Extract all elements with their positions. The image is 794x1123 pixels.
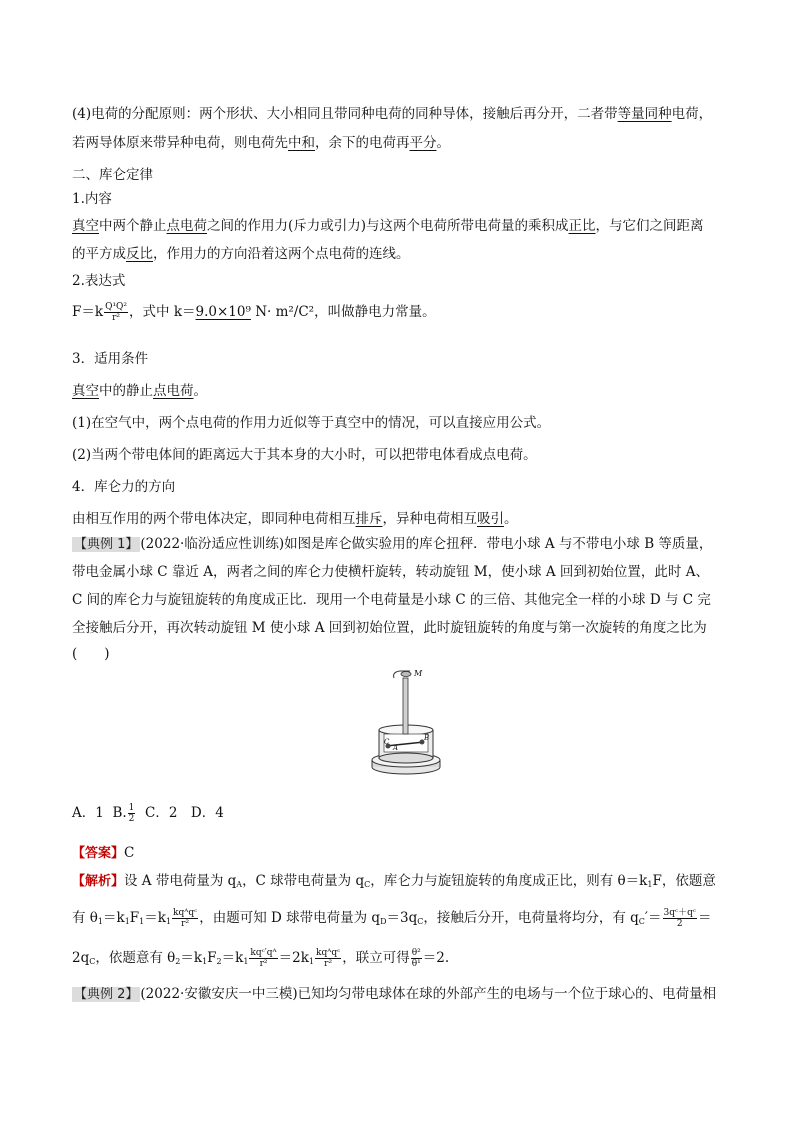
text: (4)电荷的分配原则：两个形状、大小相同且带同种电荷的同种导体，接触后再分开，二者带 <box>72 106 618 122</box>
example-tag: 【典例 2】 <box>74 987 139 1002</box>
denominator: θ¹ <box>411 959 421 969</box>
subscript: 1 <box>243 957 249 966</box>
heading-expression: 2.表达式 <box>72 273 126 289</box>
subscript: 1 <box>647 880 653 889</box>
text: 中两个静止 <box>99 218 167 234</box>
text: ＝3q <box>386 910 418 926</box>
subscript: 1 <box>139 917 145 926</box>
numerator: kqᴬqᶜ <box>316 948 341 958</box>
fraction <box>249 948 277 969</box>
figure-label-m: M <box>414 669 423 678</box>
subscript: C <box>89 957 96 966</box>
text: ，式中 k＝ <box>129 304 196 320</box>
text: ，依题意有 θ <box>95 950 176 966</box>
underlined-answer: 点电荷 <box>153 383 194 399</box>
rule-4-line-1 <box>72 105 712 123</box>
text: ，联立可得 <box>342 950 410 966</box>
example-1-line-1 <box>72 535 712 554</box>
subscript: C <box>364 880 371 889</box>
text: F＝k <box>72 304 104 320</box>
analysis-line-1 <box>72 872 716 894</box>
torsion-balance-figure <box>366 664 446 782</box>
rule-4-line-2 <box>72 134 450 152</box>
options-line <box>72 803 224 824</box>
denominator: 2 <box>676 919 683 929</box>
fraction <box>104 302 128 323</box>
denominator: r² <box>112 313 121 323</box>
numerator: 1 <box>128 803 135 813</box>
fraction <box>172 908 198 929</box>
subscript: 1 <box>124 917 130 926</box>
text: ＝k <box>180 950 203 966</box>
options-c-d: C．2 D．4 <box>144 805 224 821</box>
direction-line <box>72 510 518 528</box>
text: ＝k <box>103 910 125 926</box>
text: (2022·安徽安庆一中三模)已知均匀带电球体在球的外部产生的电场与一个位于球心的、电荷量相 <box>140 986 717 1002</box>
numerator: θ² <box>411 948 421 958</box>
example-1-line-4: 全接触后分开，再次转动旋钮 M 使小球 A 回到初始位置，此时旋钮旋转的角度与第一次旋转的角度之比为 <box>72 620 707 636</box>
fraction <box>315 948 341 969</box>
text: 之间的作用力(斥力或引力)与这两个电荷所带电荷量的乘积成 <box>207 218 569 234</box>
text: 。 <box>436 135 450 151</box>
option-a: A．1 <box>72 805 104 821</box>
text: ＝k <box>221 950 244 966</box>
text: 的平方成 <box>72 246 126 262</box>
underlined-answer: 反比 <box>126 246 153 262</box>
heading-direction: 4．库仑力的方向 <box>72 479 176 495</box>
text: (2022·临汾适应性训练)如图是库仑做实验用的库仑扭秤．带电小球 A 与不带电小球 B 等质量， <box>140 536 713 552</box>
underlined-answer: 排斥 <box>355 511 383 527</box>
text: ，接触后分开，电荷量将均分，有 q <box>423 910 639 926</box>
subscript: C <box>417 917 424 926</box>
denominator: r² <box>181 919 190 929</box>
text: 设 A 带电荷量为 q <box>124 873 237 889</box>
underlined-answer: 9.0×10⁹ <box>195 304 251 320</box>
text: 。 <box>504 511 518 527</box>
underlined-answer: 正比 <box>568 218 596 234</box>
subscript: 1 <box>202 957 208 966</box>
answer-tag: 【答案】 <box>72 846 125 861</box>
text: 有 θ <box>72 910 98 926</box>
denominator: r² <box>324 959 333 969</box>
text: ，作用力的方向沿着这两个点电荷的连线。 <box>153 246 410 262</box>
subscript: 1 <box>308 957 315 966</box>
example-1-line-3: C 间的库仑力与旋钮旋转的角度成正比．现用一个电荷量是小球 C 的三倍、其他完全一样的小球 D 与 C 完 <box>72 592 711 608</box>
underlined-answer: 中和 <box>288 135 315 151</box>
subscript: A <box>236 880 243 889</box>
subscript: 1 <box>165 917 172 926</box>
text: F，依题意 <box>652 873 716 889</box>
example-2-line-1 <box>72 985 716 1004</box>
heading-content: 1.内容 <box>72 191 112 207</box>
fraction <box>663 908 697 929</box>
fraction <box>128 803 136 824</box>
example-tag: 【典例 1】 <box>74 537 139 552</box>
text: 。 <box>193 383 207 399</box>
subscript: D <box>380 917 387 926</box>
answer-line <box>72 844 134 863</box>
text: ＝ <box>697 910 712 926</box>
text: ，C 球带电荷量为 q <box>242 873 365 889</box>
condition-2: (2)当两个带电体间的距离远大于其本身的大小时，可以把带电体看成点电荷。 <box>72 447 537 463</box>
underlined-answer: 真空 <box>72 383 99 399</box>
example-1-line-2: 带电金属小球 C 靠近 A，两者之间的库仑力使横杆旋转，转动旋钮 M，使小球 A 回到初始位置，此时 A、 <box>72 564 709 580</box>
answer-value: C <box>124 845 135 861</box>
option-b: B. <box>112 805 127 821</box>
text: 2q <box>72 950 90 966</box>
fraction <box>411 948 422 969</box>
text: ，异种电荷相互 <box>382 511 477 527</box>
denominator: 2 <box>128 814 135 824</box>
figure-label-c: C <box>384 738 390 746</box>
content-line-2 <box>72 245 410 263</box>
text: N· m²/C²，叫做静电力常量。 <box>250 304 436 320</box>
heading-conditions: 3．适用条件 <box>72 351 149 367</box>
text: ，由题可知 D 球带电荷量为 q <box>199 910 381 926</box>
numerator: kqᴬqᶜ <box>173 908 198 918</box>
subscript: 2 <box>175 957 181 966</box>
text: F <box>129 910 140 926</box>
analysis-tag: 【解析】 <box>72 874 125 889</box>
text: ，与它们之间距离 <box>595 218 704 234</box>
text: ′＝ <box>644 910 662 926</box>
numerator: Q¹Q² <box>105 302 128 312</box>
text: 若两导体原来带异种电荷，则电荷先 <box>72 135 288 151</box>
text: 电荷， <box>671 106 713 122</box>
condition-1: (1)在空气中，两个点电荷的作用力近似等于真空中的情况，可以直接应用公式。 <box>72 415 551 431</box>
coulomb-formula <box>72 302 436 323</box>
text: ＝2k <box>278 950 309 966</box>
text: 由相互作用的两个带电体决定，即同种电荷相互 <box>72 511 356 527</box>
text: ＝k <box>144 910 166 926</box>
text: F <box>207 950 217 966</box>
subscript: 1 <box>97 917 104 926</box>
conditions-line <box>72 382 207 400</box>
text: ，库仑力与旋钮旋转的角度成正比，则有 θ＝k <box>370 873 648 889</box>
text: ，余下的电荷再 <box>315 135 410 151</box>
figure-label-a: A <box>393 744 399 752</box>
subscript: 2 <box>216 957 222 966</box>
underlined-answer: 真空 <box>72 218 99 234</box>
analysis-line-3 <box>72 948 449 971</box>
analysis-line-2 <box>72 908 711 931</box>
text: 中的静止 <box>99 383 153 399</box>
heading-coulomb-law: 二、库仑定律 <box>72 167 153 183</box>
numerator: 3qᶜ＋qᶜ <box>663 908 696 918</box>
denominator: r² <box>259 959 268 969</box>
underlined-answer: 平分 <box>409 135 437 151</box>
content-line-1 <box>72 217 704 235</box>
figure-label-b: B <box>424 734 430 742</box>
subscript: C <box>638 917 645 926</box>
numerator: kqᶜ′qᴬ <box>250 948 277 958</box>
text: ＝2. <box>422 950 450 966</box>
underlined-answer: 点电荷 <box>166 218 207 234</box>
underlined-answer: 等量同种 <box>617 106 672 122</box>
underlined-answer: 吸引 <box>477 511 504 527</box>
example-1-paren: ( ) <box>72 646 110 662</box>
